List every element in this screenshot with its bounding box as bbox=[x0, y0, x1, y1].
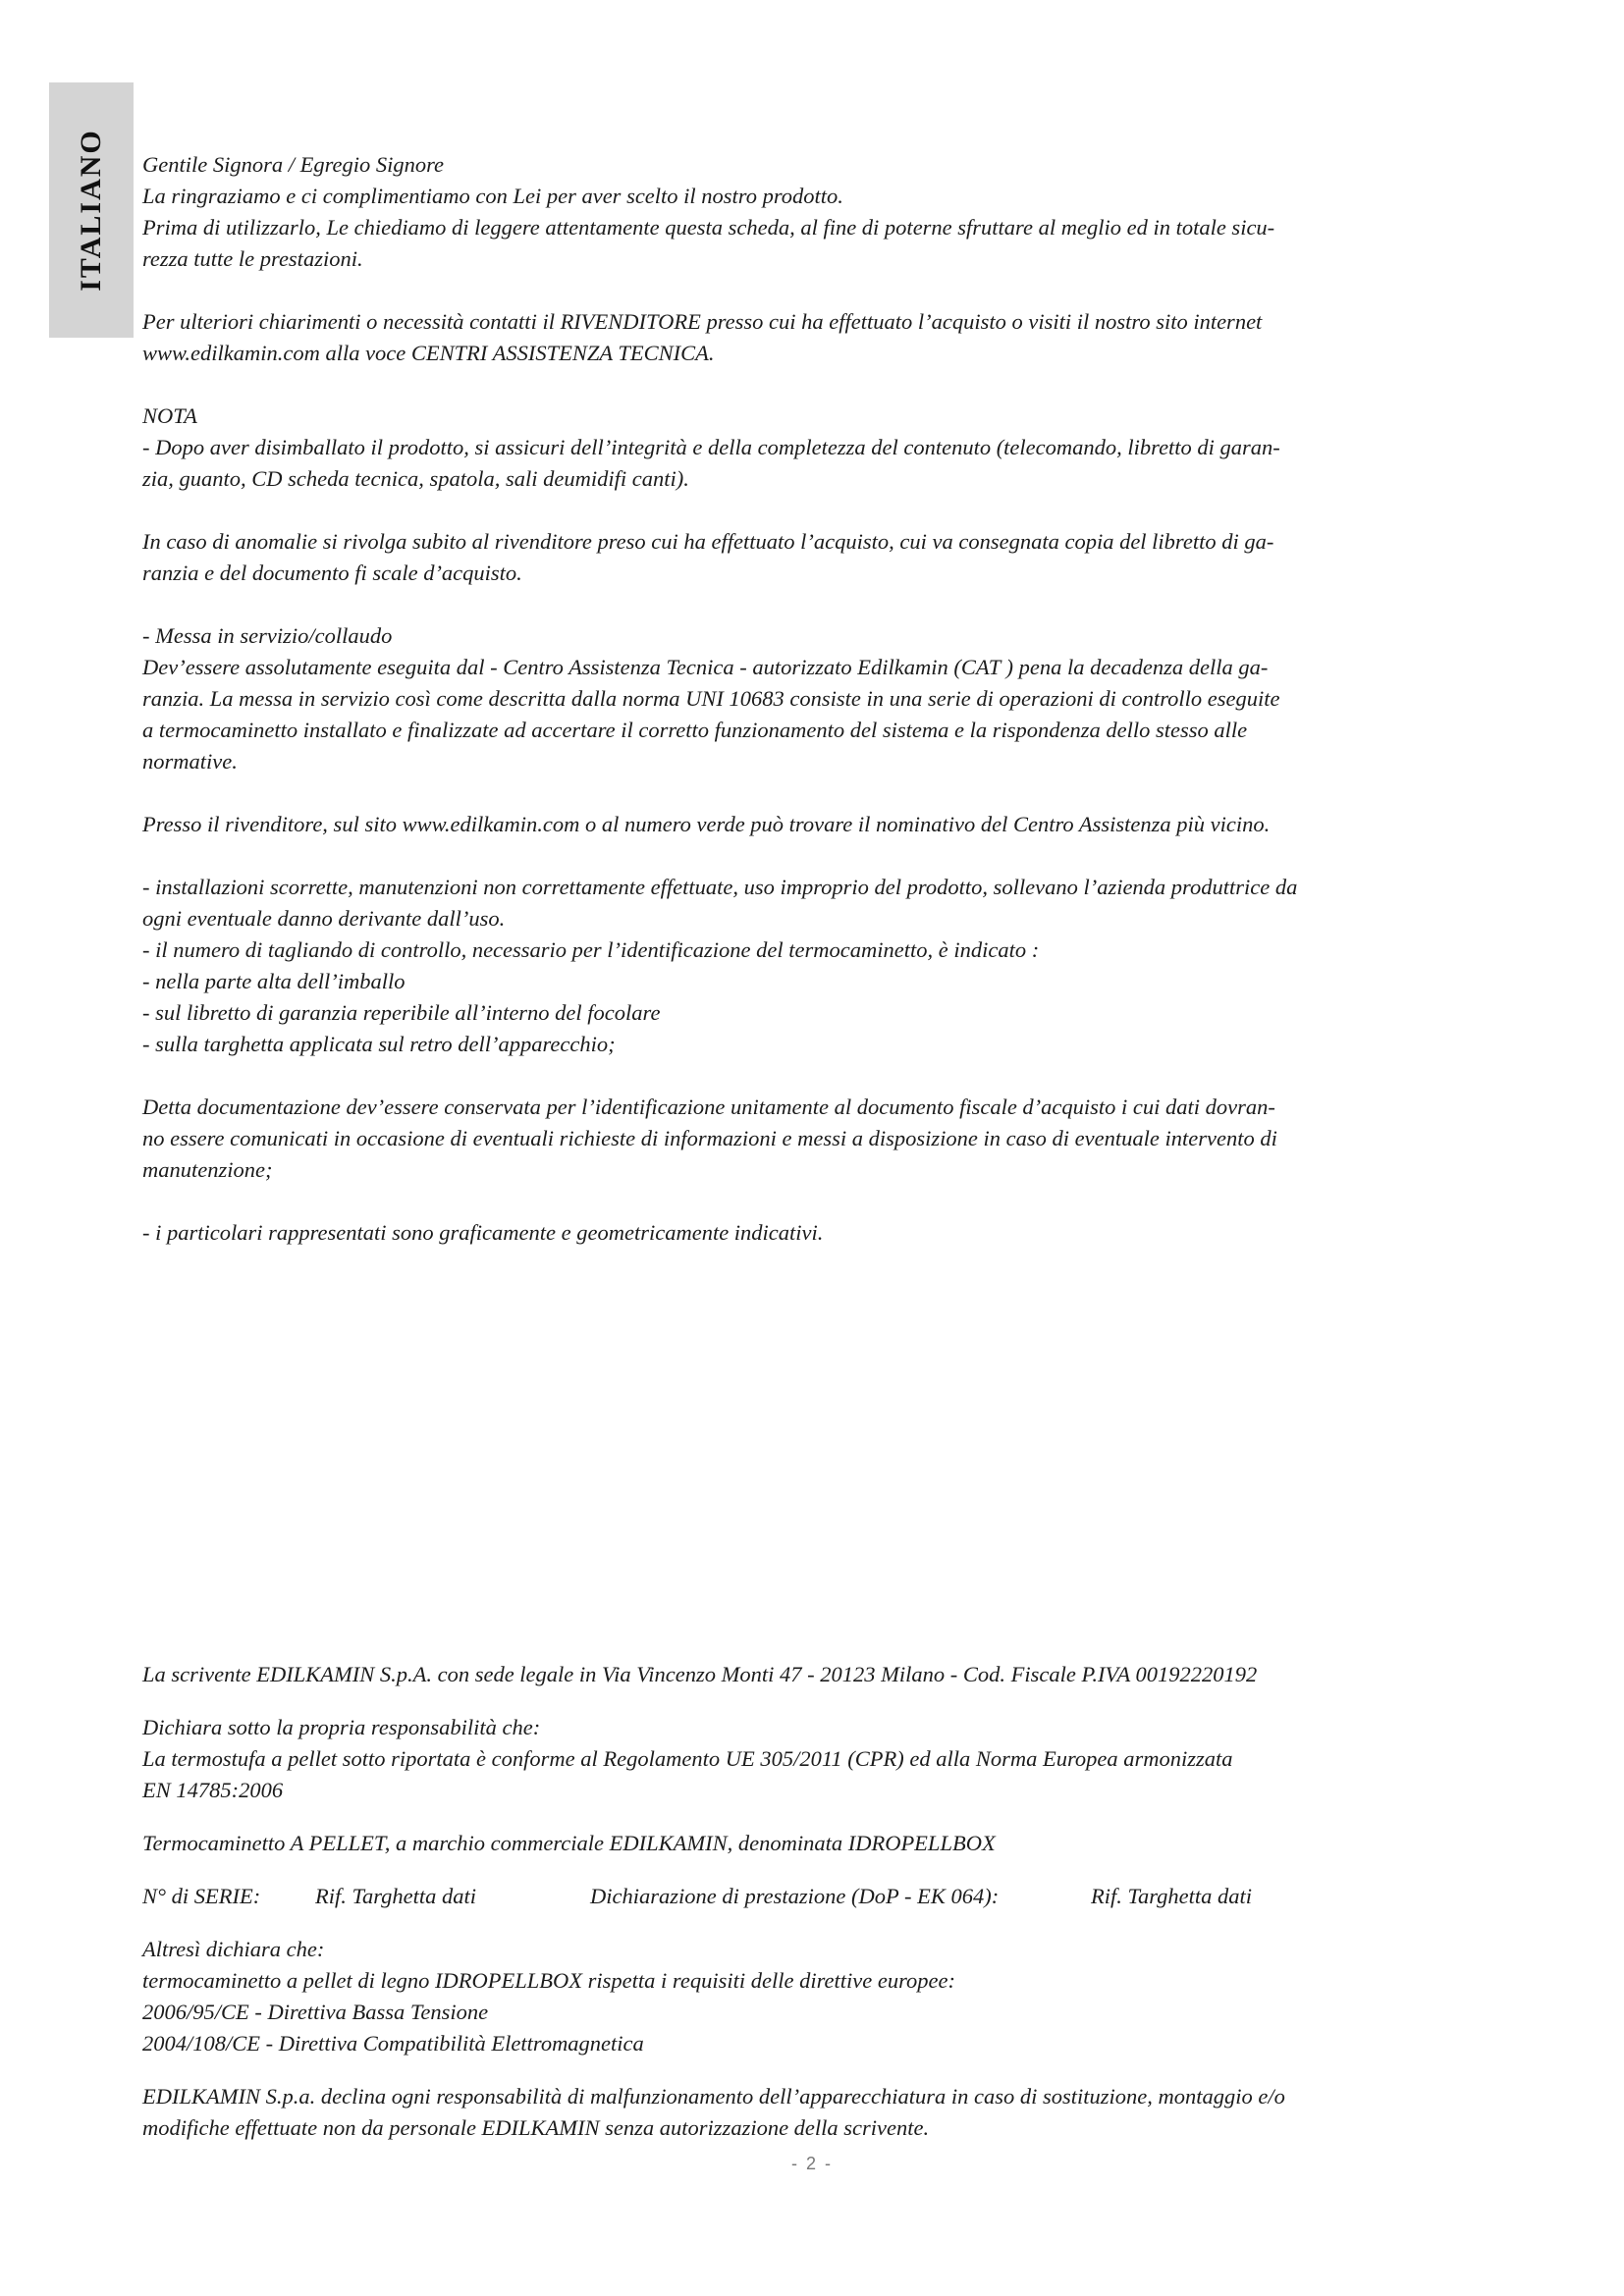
thanks-line: La ringraziamo e ci complimentiamo con Lei per aver scelto il nostro prodotto. bbox=[142, 184, 843, 208]
presso-paragraph bbox=[142, 809, 1478, 840]
main-text bbox=[142, 149, 1478, 1280]
dichiara-line-3: EN 14785:2006 bbox=[142, 1778, 284, 1802]
dichiara-paragraph bbox=[142, 1712, 1478, 1806]
installazioni-line-6: - sulla targhetta applicata sul retro dell’apparecchio; bbox=[142, 1032, 616, 1056]
product-line: Termocaminetto A PELLET, a marchio commerciale EDILKAMIN, denominata IDROPELLBOX bbox=[142, 1831, 996, 1855]
greeting: Gentile Signora / Egregio Signore bbox=[142, 152, 445, 177]
dichiara-line-2: La termostufa a pellet sotto riportata è conforme al Regolamento UE 305/2011 (CPR) ed alla Norma Europea armonizzata bbox=[142, 1746, 1233, 1771]
language-tab-label: ITALIANO bbox=[75, 129, 107, 292]
contact-paragraph bbox=[142, 306, 1478, 369]
scrivente-paragraph bbox=[142, 1659, 1478, 1690]
declaration-block bbox=[142, 1659, 1478, 2165]
declina-paragraph bbox=[142, 2081, 1478, 2144]
installazioni-line-1: - installazioni scorrette, manutenzioni non correttamente effettuate, uso improprio del prodotto, sollevano l’azienda produttrice da bbox=[142, 875, 1298, 899]
product-paragraph bbox=[142, 1828, 1478, 1859]
installazioni-line-2: ogni eventuale danno derivante dall’uso. bbox=[142, 906, 506, 931]
nota-line-1: - Dopo aver disimballato il prodotto, si assicuri dell’integrità e della completezza del contenuto (telecomando, libretto di garan- bbox=[142, 435, 1280, 459]
dop-label: Dichiarazione di prestazione (DoP - EK 064): bbox=[590, 1884, 1000, 1908]
altresi-line-4: 2004/108/CE - Direttiva Compatibilità Elettromagnetica bbox=[142, 2031, 644, 2056]
installazioni-line-4: - nella parte alta dell’imballo bbox=[142, 969, 406, 993]
documentazione-line-1: Detta documentazione dev’essere conservata per l’identificazione unitamente al documento fiscale d’acquisto i cui dati dovran- bbox=[142, 1095, 1275, 1119]
declina-line-2: modifiche effettuate non da personale EDILKAMIN senza autorizzazione della scrivente. bbox=[142, 2115, 930, 2140]
language-tab bbox=[49, 82, 134, 338]
altresi-line-1: Altresì dichiara che: bbox=[142, 1937, 325, 1961]
particolari-paragraph bbox=[142, 1217, 1478, 1249]
anomalie-line-1: In caso di anomalie si rivolga subito al rivenditore preso cui ha effettuato l’acquisto, cui va consegnata copia del libretto di ga- bbox=[142, 529, 1274, 554]
documentazione-paragraph bbox=[142, 1092, 1478, 1186]
anomalie-line-2: ranzia e del documento fi scale d’acquisto. bbox=[142, 561, 522, 585]
altresi-line-2: termocaminetto a pellet di legno IDROPELLBOX rispetta i requisiti delle direttive europee: bbox=[142, 1968, 955, 1993]
scrivente-line: La scrivente EDILKAMIN S.p.A. con sede legale in Via Vincenzo Monti 47 - 20123 Milano - Cod. Fiscale P.IVA 00192220192 bbox=[142, 1662, 1258, 1686]
presso-line-1: Presso il rivenditore, sul sito www.edilkamin.com o al numero verde può trovare il nominativo del Centro Assistenza più vicino. bbox=[142, 812, 1271, 836]
altresi-paragraph bbox=[142, 1934, 1478, 2059]
messa-line-3: a termocaminetto installato e finalizzate ad accertare il corretto funzionamento del sistema e la rispondenza dello stesso alle bbox=[142, 718, 1248, 742]
messa-line-2: ranzia. La messa in servizio così come descritta dalla norma UNI 10683 consiste in una serie di operazioni di controllo eseguite bbox=[142, 686, 1280, 711]
nota-line-2: zia, guanto, CD scheda tecnica, spatola, sali deumidifi canti). bbox=[142, 466, 689, 491]
read-line-2: rezza tutte le prestazioni. bbox=[142, 246, 363, 271]
installazioni-paragraph bbox=[142, 872, 1478, 1060]
declina-line-1: EDILKAMIN S.p.a. declina ogni responsabilità di malfunzionamento dell’apparecchiatura in caso di sostituzione, montaggio e/o bbox=[142, 2084, 1285, 2109]
installazioni-line-3: - il numero di tagliando di controllo, necessario per l’identificazione del termocaminetto, è indicato : bbox=[142, 937, 1040, 962]
read-line-1: Prima di utilizzarlo, Le chiediamo di leggere attentamente questa scheda, al fine di poterne sfruttare al meglio ed in totale sicu- bbox=[142, 215, 1275, 240]
nota-paragraph bbox=[142, 400, 1478, 495]
messa-line-1: Dev’essere assolutamente eseguita dal - Centro Assistenza Tecnica - autorizzato Edilkamin (CAT ) pena la decadenza della ga- bbox=[142, 655, 1269, 679]
altresi-line-3: 2006/95/CE - Direttiva Bassa Tensione bbox=[142, 2000, 489, 2024]
documentazione-line-3: manutenzione; bbox=[142, 1157, 273, 1182]
messa-paragraph bbox=[142, 620, 1478, 777]
contact-line-1: Per ulteriori chiarimenti o necessità contatti il RIVENDITORE presso cui ha effettuato l’acquisto o visiti il nostro sito internet bbox=[142, 309, 1263, 334]
particolari-line-1: - i particolari rappresentati sono graficamente e geometricamente indicativi. bbox=[142, 1220, 824, 1245]
nota-heading: NOTA bbox=[142, 403, 197, 428]
messa-line-4: normative. bbox=[142, 749, 238, 774]
documentazione-line-2: no essere comunicati in occasione di eventuali richieste di informazioni e messi a disposizione in caso di eventuale intervento di bbox=[142, 1126, 1277, 1150]
anomalie-paragraph bbox=[142, 526, 1478, 589]
installazioni-line-5: - sul libretto di garanzia reperibile all’interno del focolare bbox=[142, 1000, 661, 1025]
dop-value: Rif. Targhetta dati bbox=[1091, 1884, 1252, 1908]
contact-line-2: www.edilkamin.com alla voce CENTRI ASSISTENZA TECNICA. bbox=[142, 341, 715, 365]
page-number: - 2 - bbox=[790, 2154, 833, 2173]
intro-paragraph bbox=[142, 149, 1478, 275]
serie-label: N° di SERIE: bbox=[142, 1884, 261, 1908]
serie-value: Rif. Targhetta dati bbox=[315, 1884, 476, 1908]
messa-heading: - Messa in servizio/collaudo bbox=[142, 623, 393, 648]
dichiara-line-1: Dichiara sotto la propria responsabilità che: bbox=[142, 1715, 541, 1739]
serie-row bbox=[142, 1881, 1478, 1912]
